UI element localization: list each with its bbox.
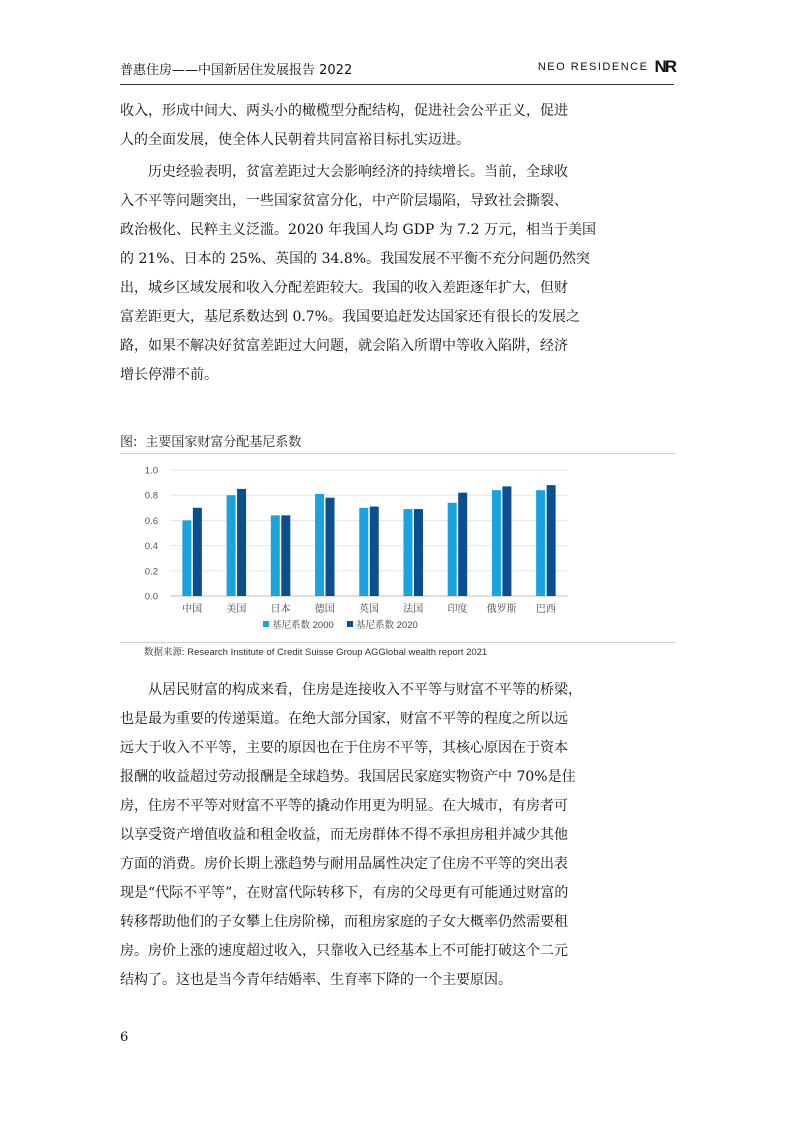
text-line: 报酬的收益超过劳动报酬是全球趋势。我国居民家庭实物资产中 70%是住 bbox=[120, 769, 576, 785]
text-line: 收入，形成中间大、两头小的橄榄型分配结构，促进社会公平正义，促进 bbox=[120, 103, 568, 119]
bar bbox=[182, 520, 191, 596]
bar bbox=[414, 509, 423, 596]
bar bbox=[193, 508, 202, 596]
bar bbox=[448, 503, 457, 596]
text-line: 转移帮助他们的子女攀上住房阶梯，而租房家庭的子女大概率仍然需要租 bbox=[120, 914, 568, 930]
bar bbox=[458, 493, 467, 596]
page-number: 6 bbox=[120, 1030, 129, 1045]
text-line: 路，如果不解决好贫富差距过大问题，就会陷入所谓中等收入陷阱，经济 bbox=[120, 338, 568, 354]
chart-bars bbox=[182, 485, 555, 596]
x-tick-label: 日本 bbox=[270, 604, 291, 615]
paragraph-1 bbox=[120, 97, 676, 155]
figure-source: 数据来源: Research Institute of Credit Suisse Group AGGlobal wealth report 2021 bbox=[144, 647, 488, 658]
text-line: 也是最为重要的传递渠道。在绝大部分国家，财富不平等的程度之所以远 bbox=[120, 711, 568, 727]
x-axis-ticks bbox=[182, 602, 556, 615]
bar bbox=[536, 490, 545, 596]
figure-caption-title: 主要国家财富分配基尼系数 bbox=[145, 435, 302, 450]
bar bbox=[492, 490, 501, 596]
bar bbox=[326, 498, 335, 596]
bar bbox=[370, 507, 379, 596]
y-tick-label: 0.6 bbox=[144, 515, 158, 527]
text-line: 的 21%、日本的 25%、英国的 34.8%。我国发展不平衡不充分问题仍然突 bbox=[120, 251, 591, 267]
text-line: 远大于收入不平等，主要的原因也在于住房不平等，其核心原因在于资本 bbox=[120, 740, 568, 756]
chart-bottom-divider bbox=[120, 642, 675, 643]
y-tick-label: 1.0 bbox=[144, 465, 158, 477]
text-line: 结构了。这也是当今青年结婚率、生育率下降的一个主要原因。 bbox=[120, 972, 512, 988]
text-line: 房。房价上涨的速度超过收入，只靠收入已经基本上不可能打破这个二元 bbox=[120, 943, 568, 959]
gini-bar-chart bbox=[120, 454, 675, 642]
x-tick-label: 俄罗斯 bbox=[486, 604, 517, 615]
text-line: 房，住房不平等对财富不平等的撬动作用更为明显。在大城市，有房者可 bbox=[120, 798, 568, 814]
text-line: 出，城乡区域发展和收入分配差距较大。我国的收入差距逐年扩大，但财 bbox=[120, 280, 568, 296]
paragraph-3 bbox=[120, 676, 676, 995]
text-line: 政治极化、民粹主义泛滥。2020 年我国人均 GDP 为 7.2 万元，相当于美国 bbox=[120, 222, 596, 238]
legend-swatch bbox=[263, 621, 269, 627]
bar bbox=[227, 495, 236, 596]
y-tick-label: 0.4 bbox=[144, 541, 158, 553]
text-line: 历史经验表明，贫富差距过大会影响经济的持续增长。当前，全球收 bbox=[148, 164, 568, 180]
header-divider bbox=[120, 84, 674, 85]
legend-label: 基尼系数 2020 bbox=[356, 620, 418, 631]
bar bbox=[281, 515, 290, 596]
chart-legend bbox=[263, 619, 418, 631]
brand-logo: NR bbox=[654, 57, 675, 76]
x-tick-label: 英国 bbox=[359, 604, 379, 615]
bar bbox=[403, 509, 412, 596]
bar bbox=[237, 489, 246, 596]
text-line: 以享受资产增值收益和租金收益，而无房群体不得不承担房租并减少其他 bbox=[120, 827, 568, 843]
text-line: 富差距更大，基尼系数达到 0.7%。我国要追赶发达国家还有很长的发展之 bbox=[120, 309, 581, 325]
x-tick-label: 中国 bbox=[182, 604, 203, 615]
figure-caption-prefix: 图: bbox=[120, 435, 138, 450]
bar bbox=[271, 515, 280, 596]
legend-label: 基尼系数 2000 bbox=[272, 620, 334, 631]
bar bbox=[547, 485, 556, 596]
x-tick-label: 法国 bbox=[403, 604, 424, 615]
text-line: 从居民财富的构成来看，住房是连接收入不平等与财富不平等的桥梁， bbox=[148, 682, 582, 698]
legend-swatch bbox=[347, 621, 353, 627]
figure-caption bbox=[120, 431, 301, 450]
y-tick-label: 0.2 bbox=[144, 566, 158, 578]
x-tick-label: 德国 bbox=[314, 604, 335, 615]
y-tick-label: 0.0 bbox=[144, 591, 158, 603]
text-line: 人的全面发展，使全体人民朝着共同富裕目标扎实迈进。 bbox=[120, 132, 470, 148]
header-title: 普惠住房——中国新居住发展报告 2022 bbox=[120, 63, 353, 78]
bar bbox=[315, 494, 324, 596]
paragraph-2 bbox=[120, 158, 676, 390]
y-tick-label: 0.8 bbox=[144, 490, 158, 502]
text-line: 入不平等问题突出，一些国家贫富分化，中产阶层塌陷，导致社会撕裂、 bbox=[120, 193, 568, 209]
x-tick-label: 巴西 bbox=[535, 604, 556, 615]
text-line: 增长停滞不前。 bbox=[120, 367, 218, 383]
bar bbox=[502, 486, 511, 596]
x-tick-label: 美国 bbox=[226, 604, 247, 615]
text-line: 现是“代际不平等”，在财富代际转移下，有房的父母更有可能通过财富的 bbox=[120, 885, 569, 901]
x-tick-label: 印度 bbox=[447, 604, 468, 615]
brand-name: NEO RESIDENCE bbox=[537, 61, 649, 73]
brand bbox=[538, 57, 675, 77]
text-line: 方面的消费。房价长期上涨趋势与耐用品属性决定了住房不平等的突出表 bbox=[120, 856, 568, 872]
y-axis-ticks bbox=[145, 466, 158, 603]
bar bbox=[359, 508, 368, 596]
